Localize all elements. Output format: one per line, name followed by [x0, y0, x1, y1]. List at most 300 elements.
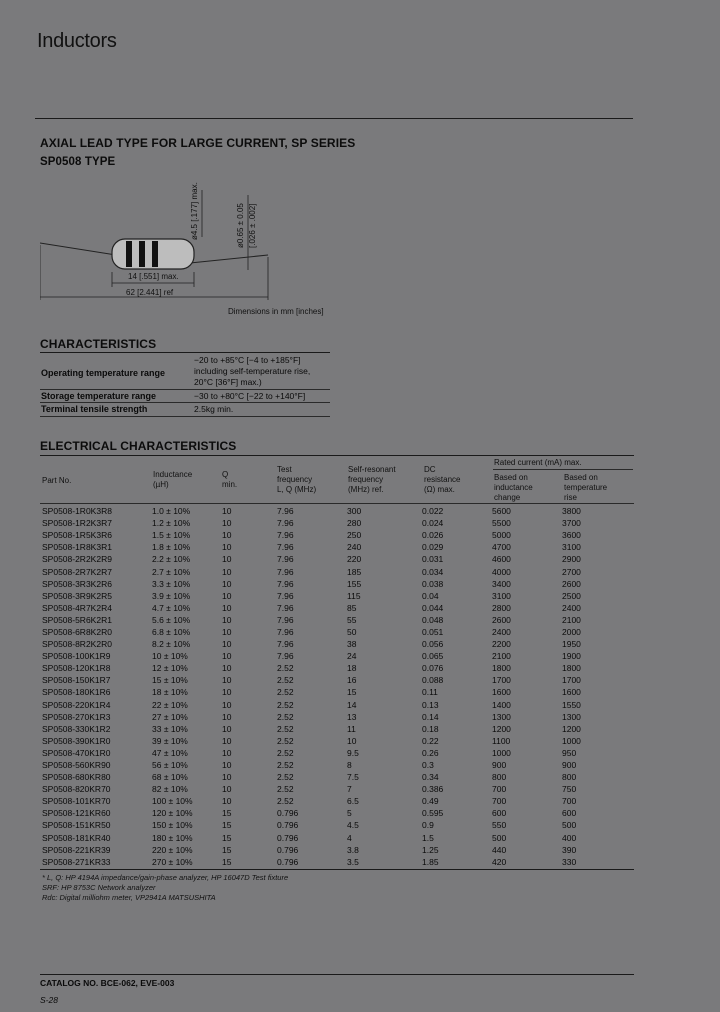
cell-part-no: SP0508-470K1R0	[42, 747, 111, 758]
cell-q-min: 10	[222, 687, 232, 698]
cell-test-frequency: 0.796	[277, 808, 299, 819]
cell-q-min: 10	[222, 530, 232, 541]
cell-q-min: 10	[222, 772, 232, 783]
cell-test-frequency: 7.96	[277, 602, 294, 613]
char-label-tensile: Terminal tensile strength	[41, 404, 148, 414]
cell-test-frequency: 2.52	[277, 675, 294, 686]
cell-test-frequency: 2.52	[277, 699, 294, 710]
cell-test-frequency: 7.96	[277, 626, 294, 637]
hdr-part: Part No.	[42, 476, 72, 485]
cell-self-resonant-frequency: 10	[347, 735, 357, 746]
cell-self-resonant-frequency: 280	[347, 518, 362, 529]
cell-part-no: SP0508-180K1R6	[42, 687, 111, 698]
cell-q-min: 10	[222, 614, 232, 625]
char-value-storage: −30 to +80°C [−22 to +140°F]	[194, 391, 306, 401]
table-row	[42, 832, 622, 844]
table-row	[42, 517, 622, 529]
char-row-rule-2	[40, 402, 330, 403]
table-row	[42, 699, 622, 711]
cell-dc-resistance: 0.11	[422, 687, 438, 698]
cell-dc-resistance: 0.386	[422, 784, 444, 795]
cell-q-min: 15	[222, 820, 232, 831]
hdr-dc-3: (Ω) max.	[424, 485, 455, 494]
cell-part-no: SP0508-390K1R0	[42, 735, 111, 746]
cell-dc-resistance: 0.9	[422, 820, 434, 831]
cell-dc-resistance: 0.22	[422, 735, 439, 746]
cell-test-frequency: 2.52	[277, 663, 294, 674]
cell-part-no: SP0508-2R7K2R7	[42, 566, 112, 577]
table-row	[42, 529, 622, 541]
cell-self-resonant-frequency: 6.5	[347, 796, 359, 807]
color-band-3	[152, 241, 158, 267]
cell-inductance: 1.5 ± 10%	[152, 530, 191, 541]
char-label-storage: Storage temperature range	[41, 391, 157, 401]
char-label-operating: Operating temperature range	[41, 368, 166, 378]
cell-test-frequency: 2.52	[277, 772, 294, 783]
cell-q-min: 10	[222, 518, 232, 529]
cell-test-frequency: 2.52	[277, 796, 294, 807]
cell-rated-current-temperature: 1000	[562, 735, 581, 746]
cell-rated-current-inductance: 3400	[492, 578, 511, 589]
cell-part-no: SP0508-150K1R7	[42, 675, 111, 686]
cell-rated-current-inductance: 5000	[492, 530, 511, 541]
hdr-inductance: Inductance	[153, 470, 193, 479]
table-bottom-rule	[40, 869, 634, 870]
cell-self-resonant-frequency: 155	[347, 578, 362, 589]
lead-dia-inch-label: [.026 ± .002]	[248, 203, 257, 248]
cell-q-min: 10	[222, 760, 232, 771]
cell-test-frequency: 7.96	[277, 518, 294, 529]
table-row	[42, 565, 622, 577]
cell-test-frequency: 2.52	[277, 723, 294, 734]
cell-dc-resistance: 0.051	[422, 626, 444, 637]
cell-rated-current-temperature: 2500	[562, 590, 581, 601]
hdr-test-3: L, Q (MHz)	[277, 485, 317, 494]
cell-rated-current-temperature: 700	[562, 796, 577, 807]
cell-rated-current-temperature: 3800	[562, 506, 581, 517]
cell-q-min: 10	[222, 747, 232, 758]
cell-rated-current-inductance: 2400	[492, 626, 511, 637]
cell-rated-current-temperature: 950	[562, 747, 577, 758]
cell-rated-current-inductance: 440	[492, 844, 507, 855]
cell-rated-current-temperature: 1900	[562, 651, 581, 662]
table-row	[42, 795, 622, 807]
cell-q-min: 10	[222, 590, 232, 601]
cell-q-min: 10	[222, 699, 232, 710]
cell-part-no: SP0508-270K1R3	[42, 711, 111, 722]
hdr-rated: Rated current (mA) max.	[494, 458, 582, 467]
color-band-1	[126, 241, 132, 267]
cell-rated-current-inductance: 5600	[492, 506, 511, 517]
cell-test-frequency: 0.796	[277, 856, 299, 867]
cell-dc-resistance: 0.029	[422, 542, 444, 553]
cell-dc-resistance: 1.5	[422, 832, 434, 843]
electrical-rule	[40, 455, 634, 456]
cell-inductance: 82 ± 10%	[152, 784, 188, 795]
cell-part-no: SP0508-3R9K2R5	[42, 590, 112, 601]
cell-q-min: 10	[222, 542, 232, 553]
cell-rated-current-temperature: 1600	[562, 687, 581, 698]
cell-dc-resistance: 0.14	[422, 711, 439, 722]
cell-self-resonant-frequency: 11	[347, 723, 356, 734]
cell-part-no: SP0508-1R5K3R6	[42, 530, 112, 541]
cell-rated-current-inductance: 800	[492, 772, 507, 783]
table-header-rule	[40, 503, 634, 504]
cell-dc-resistance: 0.022	[422, 506, 444, 517]
cell-inductance: 15 ± 10%	[152, 675, 188, 686]
cell-inductance: 2.2 ± 10%	[152, 554, 191, 565]
footnote-lq: * L, Q: HP 4194A impedance/gain-phase analyzer, HP 16047D Test fixture	[42, 873, 289, 882]
table-row	[42, 819, 622, 831]
table-row	[42, 505, 622, 517]
cell-test-frequency: 7.96	[277, 506, 294, 517]
cell-test-frequency: 2.52	[277, 687, 294, 698]
cell-self-resonant-frequency: 220	[347, 554, 362, 565]
table-row	[42, 626, 622, 638]
cell-self-resonant-frequency: 4.5	[347, 820, 359, 831]
cell-test-frequency: 7.96	[277, 542, 294, 553]
cell-rated-current-inductance: 1600	[492, 687, 511, 698]
table-row	[42, 711, 622, 723]
cell-self-resonant-frequency: 300	[347, 506, 362, 517]
cell-dc-resistance: 0.056	[422, 639, 444, 650]
cell-inductance: 4.7 ± 10%	[152, 602, 191, 613]
cell-part-no: SP0508-330K1R2	[42, 723, 111, 734]
cell-rated-current-temperature: 330	[562, 856, 577, 867]
cell-part-no: SP0508-560KR90	[42, 760, 111, 771]
cell-rated-current-inductance: 1400	[492, 699, 511, 710]
table-row	[42, 783, 622, 795]
cell-part-no: SP0508-220K1R4	[42, 699, 111, 710]
cell-inductance: 3.9 ± 10%	[152, 590, 191, 601]
cell-part-no: SP0508-1R2K3R7	[42, 518, 112, 529]
cell-rated-current-temperature: 2100	[562, 614, 581, 625]
cell-self-resonant-frequency: 14	[347, 699, 357, 710]
cell-rated-current-inductance: 900	[492, 760, 507, 771]
cell-rated-current-inductance: 1100	[492, 735, 511, 746]
cell-rated-current-inductance: 700	[492, 796, 507, 807]
cell-rated-current-inductance: 500	[492, 832, 507, 843]
table-row	[42, 590, 622, 602]
cell-dc-resistance: 0.04	[422, 590, 439, 601]
cell-rated-current-temperature: 1950	[562, 639, 581, 650]
cell-test-frequency: 2.52	[277, 711, 294, 722]
cell-dc-resistance: 0.076	[422, 663, 444, 674]
cell-dc-resistance: 0.26	[422, 747, 439, 758]
cell-rated-current-inductance: 700	[492, 784, 507, 795]
cell-self-resonant-frequency: 8	[347, 760, 352, 771]
cell-rated-current-temperature: 600	[562, 808, 577, 819]
table-row	[42, 662, 622, 674]
cell-dc-resistance: 0.044	[422, 602, 444, 613]
cell-q-min: 10	[222, 554, 232, 565]
cell-rated-current-inductance: 1700	[492, 675, 511, 686]
cell-part-no: SP0508-3R3K2R6	[42, 578, 112, 589]
cell-rated-current-temperature: 2900	[562, 554, 581, 565]
cell-test-frequency: 7.96	[277, 639, 294, 650]
hdr-temp-rise-3: rise	[564, 493, 577, 502]
cell-self-resonant-frequency: 9.5	[347, 747, 359, 758]
cell-rated-current-temperature: 750	[562, 784, 577, 795]
page-number: S-28	[40, 995, 58, 1005]
table-row	[42, 771, 622, 783]
cell-inductance: 100 ± 10%	[152, 796, 193, 807]
cell-q-min: 10	[222, 626, 232, 637]
cell-rated-current-temperature: 2000	[562, 626, 581, 637]
cell-q-min: 10	[222, 639, 232, 650]
hdr-test-1: Test	[277, 465, 292, 474]
char-row-rule-3	[40, 416, 330, 417]
cell-test-frequency: 2.52	[277, 760, 294, 771]
char-value-operating-2: including self-temperature rise,	[194, 366, 311, 376]
cell-part-no: SP0508-680KR80	[42, 772, 111, 783]
hdr-srf-1: Self-resonant	[348, 465, 396, 474]
char-value-operating-3: 20°C [36°F] max.)	[194, 377, 262, 387]
cell-q-min: 10	[222, 796, 232, 807]
table-row	[42, 614, 622, 626]
cell-rated-current-inductance: 2200	[492, 639, 511, 650]
cell-self-resonant-frequency: 3.5	[347, 856, 359, 867]
cell-rated-current-inductance: 2600	[492, 614, 511, 625]
cell-q-min: 15	[222, 844, 232, 855]
hdr-srf-3: (MHz) ref.	[348, 485, 384, 494]
type-title: SP0508 TYPE	[40, 156, 116, 168]
cell-rated-current-temperature: 3700	[562, 518, 581, 529]
cell-part-no: SP0508-4R7K2R4	[42, 602, 112, 613]
table-row	[42, 844, 622, 856]
characteristics-title: CHARACTERISTICS	[40, 337, 157, 351]
cell-self-resonant-frequency: 24	[347, 651, 357, 662]
cell-q-min: 10	[222, 711, 232, 722]
cell-self-resonant-frequency: 18	[347, 663, 357, 674]
cell-q-min: 10	[222, 578, 232, 589]
catalog-rule	[40, 974, 634, 975]
cell-inductance: 1.0 ± 10%	[152, 506, 191, 517]
cell-rated-current-temperature: 2600	[562, 578, 581, 589]
cell-part-no: SP0508-101KR70	[42, 796, 111, 807]
cell-rated-current-temperature: 2400	[562, 602, 581, 613]
cell-q-min: 15	[222, 832, 232, 843]
cell-rated-current-inductance: 4000	[492, 566, 511, 577]
cell-rated-current-inductance: 550	[492, 820, 507, 831]
footnote-rdc: Rdc: Digital milliohm meter, VP2941A MATSUSHITA	[42, 893, 216, 902]
cell-rated-current-inductance: 600	[492, 808, 507, 819]
cell-q-min: 10	[222, 506, 232, 517]
cell-q-min: 10	[222, 675, 232, 686]
cell-rated-current-inductance: 1200	[492, 723, 511, 734]
cell-self-resonant-frequency: 7	[347, 784, 352, 795]
characteristics-rule	[40, 352, 330, 353]
lead-dia-label: ø0.65 ± 0.05	[236, 203, 245, 248]
cell-part-no: SP0508-181KR40	[42, 832, 111, 843]
cell-test-frequency: 7.96	[277, 554, 294, 565]
cell-self-resonant-frequency: 115	[347, 590, 361, 601]
cell-inductance: 39 ± 10%	[152, 735, 188, 746]
cell-inductance: 33 ± 10%	[152, 723, 188, 734]
cell-part-no: SP0508-820KR70	[42, 784, 111, 795]
cell-dc-resistance: 0.031	[422, 554, 444, 565]
table-row	[42, 650, 622, 662]
cell-self-resonant-frequency: 3.8	[347, 844, 359, 855]
cell-part-no: SP0508-120K1R8	[42, 663, 111, 674]
table-row	[42, 807, 622, 819]
cell-dc-resistance: 0.3	[422, 760, 434, 771]
cell-self-resonant-frequency: 55	[347, 614, 357, 625]
cell-test-frequency: 0.796	[277, 820, 299, 831]
hdr-dc-2: resistance	[424, 475, 461, 484]
cell-self-resonant-frequency: 50	[347, 626, 357, 637]
cell-part-no: SP0508-221KR39	[42, 844, 111, 855]
table-row	[42, 674, 622, 686]
cell-rated-current-temperature: 1550	[562, 699, 581, 710]
cell-inductance: 68 ± 10%	[152, 772, 188, 783]
cell-inductance: 180 ± 10%	[152, 832, 193, 843]
cell-rated-current-inductance: 4600	[492, 554, 511, 565]
color-band-2	[139, 241, 145, 267]
cell-dc-resistance: 0.024	[422, 518, 444, 529]
cell-rated-current-temperature: 1800	[562, 663, 581, 674]
body-length-label: 14 [.551] max.	[128, 272, 179, 281]
cell-dc-resistance: 1.85	[422, 856, 439, 867]
lead-length-label: ø4.5 [.177] max.	[190, 182, 199, 240]
cell-part-no: SP0508-2R2K2R9	[42, 554, 112, 565]
hdr-ind-change-2: inductance	[494, 483, 533, 492]
cell-q-min: 10	[222, 651, 232, 662]
cell-inductance: 150 ± 10%	[152, 820, 193, 831]
cell-q-min: 15	[222, 808, 232, 819]
cell-rated-current-temperature: 3600	[562, 530, 581, 541]
cell-dc-resistance: 0.595	[422, 808, 444, 819]
cell-rated-current-inductance: 2100	[492, 651, 511, 662]
table-row	[42, 856, 622, 868]
cell-q-min: 10	[222, 784, 232, 795]
cell-dc-resistance: 1.25	[422, 844, 439, 855]
cell-test-frequency: 7.96	[277, 651, 294, 662]
cell-q-min: 10	[222, 602, 232, 613]
cell-test-frequency: 0.796	[277, 844, 299, 855]
units-note: Dimensions in mm [inches]	[228, 307, 324, 316]
cell-test-frequency: 7.96	[277, 590, 294, 601]
cell-self-resonant-frequency: 16	[347, 675, 357, 686]
hdr-q: Q	[222, 470, 229, 479]
cell-rated-current-temperature: 3100	[562, 542, 581, 553]
cell-inductance: 2.7 ± 10%	[152, 566, 191, 577]
hdr-srf-2: frequency	[348, 475, 384, 484]
cell-part-no: SP0508-121KR60	[42, 808, 111, 819]
cell-inductance: 12 ± 10%	[152, 663, 188, 674]
cell-inductance: 220 ± 10%	[152, 844, 193, 855]
cell-dc-resistance: 0.13	[422, 699, 439, 710]
cell-inductance: 56 ± 10%	[152, 760, 188, 771]
cell-rated-current-inductance: 4700	[492, 542, 511, 553]
cell-q-min: 10	[222, 566, 232, 577]
cell-rated-current-inductance: 1000	[492, 747, 511, 758]
cell-test-frequency: 2.52	[277, 747, 294, 758]
cell-self-resonant-frequency: 250	[347, 530, 362, 541]
cell-self-resonant-frequency: 38	[347, 639, 357, 650]
cell-dc-resistance: 0.18	[422, 723, 439, 734]
table-row	[42, 578, 622, 590]
cell-inductance: 8.2 ± 10%	[152, 639, 191, 650]
table-row	[42, 553, 622, 565]
cell-inductance: 270 ± 10%	[152, 856, 193, 867]
cell-q-min: 10	[222, 735, 232, 746]
table-row	[42, 686, 622, 698]
cell-self-resonant-frequency: 85	[347, 602, 357, 613]
cell-inductance: 10 ± 10%	[152, 651, 188, 662]
table-row	[42, 541, 622, 553]
cell-part-no: SP0508-1R0K3R8	[42, 506, 112, 517]
cell-inductance: 5.6 ± 10%	[152, 614, 191, 625]
cell-test-frequency: 0.796	[277, 832, 299, 843]
cell-inductance: 27 ± 10%	[152, 711, 188, 722]
cell-rated-current-inductance: 420	[492, 856, 507, 867]
cell-self-resonant-frequency: 185	[347, 566, 362, 577]
cell-dc-resistance: 0.038	[422, 578, 444, 589]
page-title: Inductors	[37, 30, 117, 52]
cell-rated-current-inductance: 1300	[492, 711, 511, 722]
cell-part-no: SP0508-8R2K2R0	[42, 639, 112, 650]
char-row-rule-1	[40, 389, 330, 390]
cell-rated-current-inductance: 1800	[492, 663, 511, 674]
cell-rated-current-temperature: 2700	[562, 566, 581, 577]
cell-test-frequency: 7.96	[277, 530, 294, 541]
cell-rated-current-temperature: 390	[562, 844, 577, 855]
cell-part-no: SP0508-151KR50	[42, 820, 111, 831]
cell-self-resonant-frequency: 240	[347, 542, 362, 553]
cell-test-frequency: 2.52	[277, 735, 294, 746]
cell-self-resonant-frequency: 13	[347, 711, 357, 722]
table-row	[42, 759, 622, 771]
cell-part-no: SP0508-271KR33	[42, 856, 111, 867]
hdr-rated-rule	[493, 469, 633, 470]
char-value-operating-1: −20 to +85°C [−4 to +185°F]	[194, 355, 301, 365]
cell-self-resonant-frequency: 4	[347, 832, 352, 843]
hdr-ind-change-1: Based on	[494, 473, 528, 482]
cell-inductance: 47 ± 10%	[152, 747, 188, 758]
cell-dc-resistance: 0.048	[422, 614, 444, 625]
hdr-temp-rise-2: temperature	[564, 483, 608, 492]
hdr-dc-1: DC	[424, 465, 436, 474]
cell-self-resonant-frequency: 15	[347, 687, 357, 698]
cell-dc-resistance: 0.026	[422, 530, 444, 541]
cell-part-no: SP0508-5R6K2R1	[42, 614, 112, 625]
cell-inductance: 18 ± 10%	[152, 687, 188, 698]
cell-self-resonant-frequency: 7.5	[347, 772, 359, 783]
cell-inductance: 120 ± 10%	[152, 808, 193, 819]
hdr-inductance-unit: (µH)	[153, 480, 169, 489]
table-row	[42, 735, 622, 747]
cell-rated-current-temperature: 500	[562, 820, 577, 831]
cell-inductance: 1.8 ± 10%	[152, 542, 191, 553]
electrical-table	[42, 505, 622, 868]
catalog-number: CATALOG NO. BCE-062, EVE-003	[40, 978, 175, 988]
cell-rated-current-temperature: 400	[562, 832, 577, 843]
electrical-title: ELECTRICAL CHARACTERISTICS	[40, 439, 237, 453]
cell-test-frequency: 2.52	[277, 784, 294, 795]
table-row	[42, 723, 622, 735]
char-value-tensile: 2.5kg min.	[194, 404, 234, 414]
cell-q-min: 15	[222, 856, 232, 867]
cell-dc-resistance: 0.088	[422, 675, 444, 686]
cell-q-min: 10	[222, 663, 232, 674]
footnote-srf: SRF: HP 8753C Network analyzer	[42, 883, 156, 892]
total-length-label: 62 [2.441] ref	[126, 288, 174, 297]
cell-test-frequency: 7.96	[277, 566, 294, 577]
cell-test-frequency: 7.96	[277, 578, 294, 589]
table-row	[42, 602, 622, 614]
cell-rated-current-temperature: 900	[562, 760, 577, 771]
